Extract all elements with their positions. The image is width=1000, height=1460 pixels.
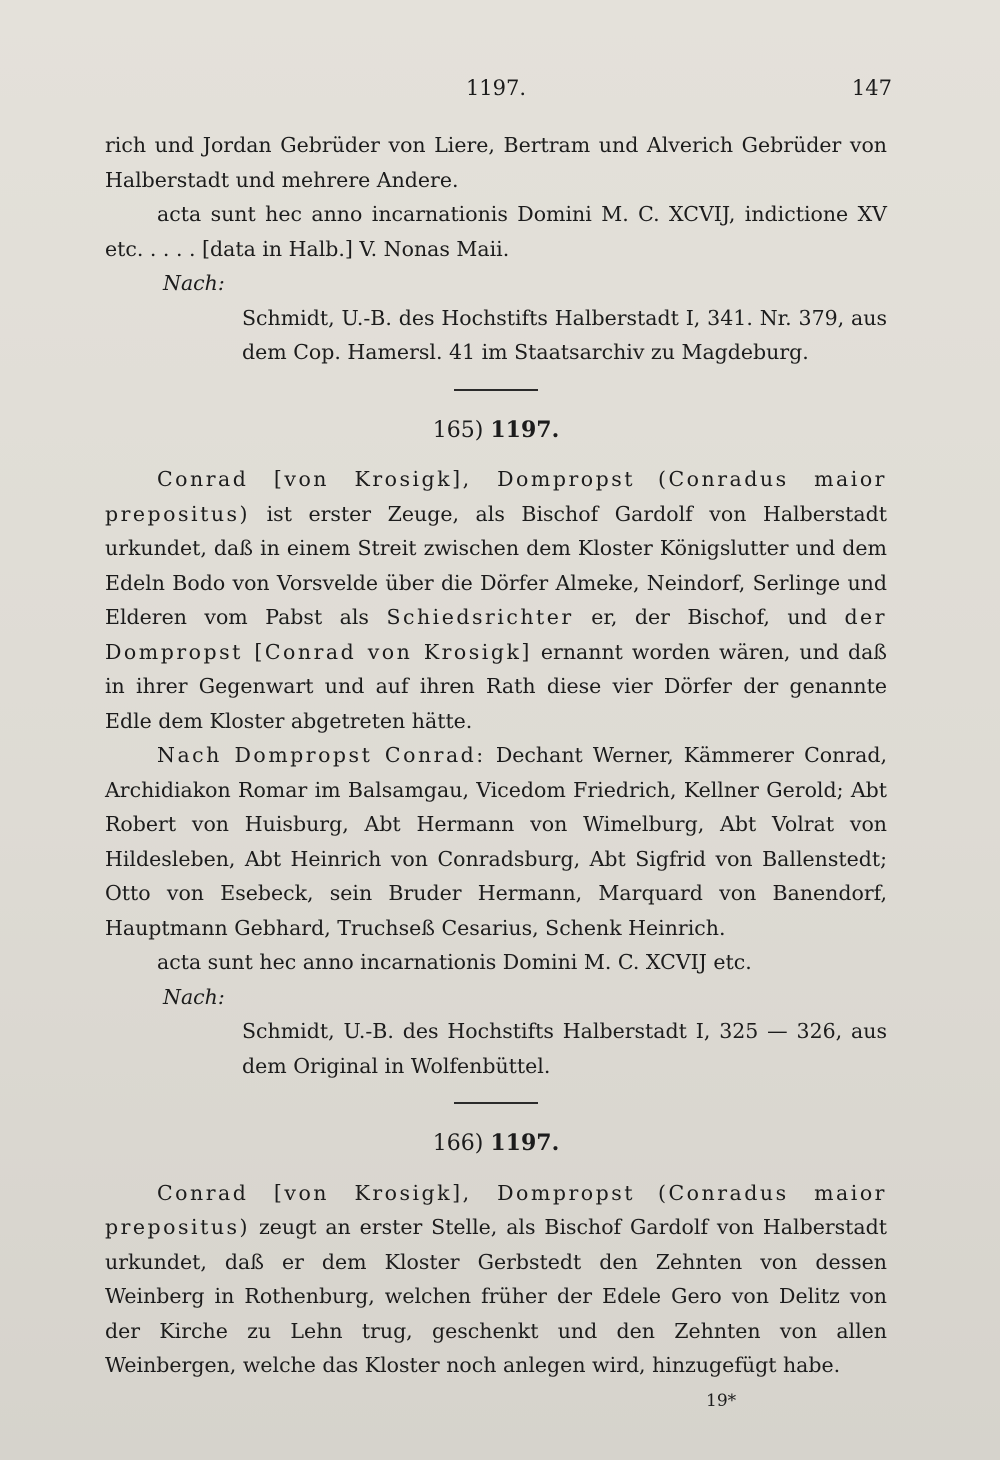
entry-text: zeugt an erster Stelle, als Bischof Gardolf von Halberstadt urkundet, daß er dem Kloster Gerbstedt den Zehnten von dessen Weinberg in Rothenburg, welchen früher der Edele Gero von Delitz von der Kirche zu Lehn trug, geschenkt und den Zehnten von allen Weinbergen, welche das Kloster noch anlegen wird, hinzugefügt habe. — [105, 1215, 887, 1377]
signature-mark: 19* — [706, 1391, 737, 1411]
witness-list: Dechant Werner, Kämmerer Conrad, Archidiakon Romar im Balsamgau, Vicedom Friedrich, Kellner Gerold; Abt Robert von Huisburg, Abt Hermann von Wimelburg, Abt Volrat von Hildesleben, Abt Heinrich von Conradsburg, Abt Sigfrid von Ballenstedt; Otto von Esebeck, sein Bruder Hermann, Marquard von Banendorf, Hauptmann Gebhard, Truchseß Cesarius, Schenk Heinrich. — [105, 743, 887, 940]
section-divider — [454, 1102, 538, 1104]
entry-number: 165) — [432, 417, 484, 443]
acta-line: acta sunt hec anno incarnationis Domini M. C. XCVIJ, indictione XV etc. . . . . [data in Halb.] V. Nonas Maii. — [105, 202, 887, 261]
paragraph-continued: rich und Jordan Gebrüder von Liere, Bertram und Alverich Gebrüder von Halberstadt und mehrere Andere. — [105, 133, 887, 192]
nach-label: Nach: — [163, 984, 225, 1009]
entry-number: 166) — [432, 1131, 484, 1156]
entry-heading-166 — [105, 1126, 887, 1162]
running-header — [100, 72, 892, 106]
entry-paragraph — [105, 1176, 887, 1383]
witness-paragraph — [105, 738, 887, 945]
entry-text: er, der Bischof, und — [591, 605, 827, 629]
witness-lead: Nach Dompropst Conrad: — [157, 743, 486, 767]
nach-label: Nach: — [163, 271, 225, 295]
acta-line: acta sunt hec anno incarnationis Domini M. C. XCVIJ etc. — [157, 950, 752, 974]
lead-name: Conrad [von Krosigk], Dompropst — [157, 1180, 635, 1205]
page-number: 147 — [851, 76, 892, 100]
lead-latin: (Conradus maior prepositus) — [105, 467, 887, 526]
spaced-term: der Dompropst [Conrad von Krosigk] — [105, 605, 887, 664]
entry-paragraph — [105, 462, 887, 738]
lead-name: Conrad [von Krosigk], Dompropst — [157, 467, 635, 491]
source-citation: Schmidt, U.-B. des Hochstifts Halberstadt I, 341. Nr. 379, aus dem Cop. Hamersl. 41 im Staatsarchiv zu Magdeburg. — [242, 305, 887, 364]
entry-year: 1197. — [490, 416, 560, 443]
entry-text: ist erster Zeuge, als Bischof Gardolf von Halberstadt urkundet, daß in einem Streit zwischen dem Kloster Königslutter und dem Edeln Bodo von Vorsvelde über die Dörfer Almeke, Neindorf, Serlinge und Elderen vom Pabst als — [105, 501, 887, 629]
entry-year: 1197. — [490, 1130, 560, 1156]
page-body — [105, 128, 887, 1383]
lead-latin: (Conradus maior prepositus) — [105, 1180, 887, 1239]
entry-text: ernannt worden wären, und daß in ihrer Gegenwart und auf ihren Rath diese vier Dörfer der genannte Edle dem Kloster abgetreten hätte. — [105, 639, 887, 733]
header-year: 1197. — [465, 76, 527, 100]
spaced-term: Schiedsrichter — [386, 605, 574, 629]
entry-heading-165 — [105, 413, 887, 449]
source-citation: Schmidt, U.-B. des Hochstifts Halberstadt I, 325 — 326, aus dem Original in Wolfenbüttel. — [242, 1019, 887, 1078]
section-divider — [454, 389, 538, 391]
